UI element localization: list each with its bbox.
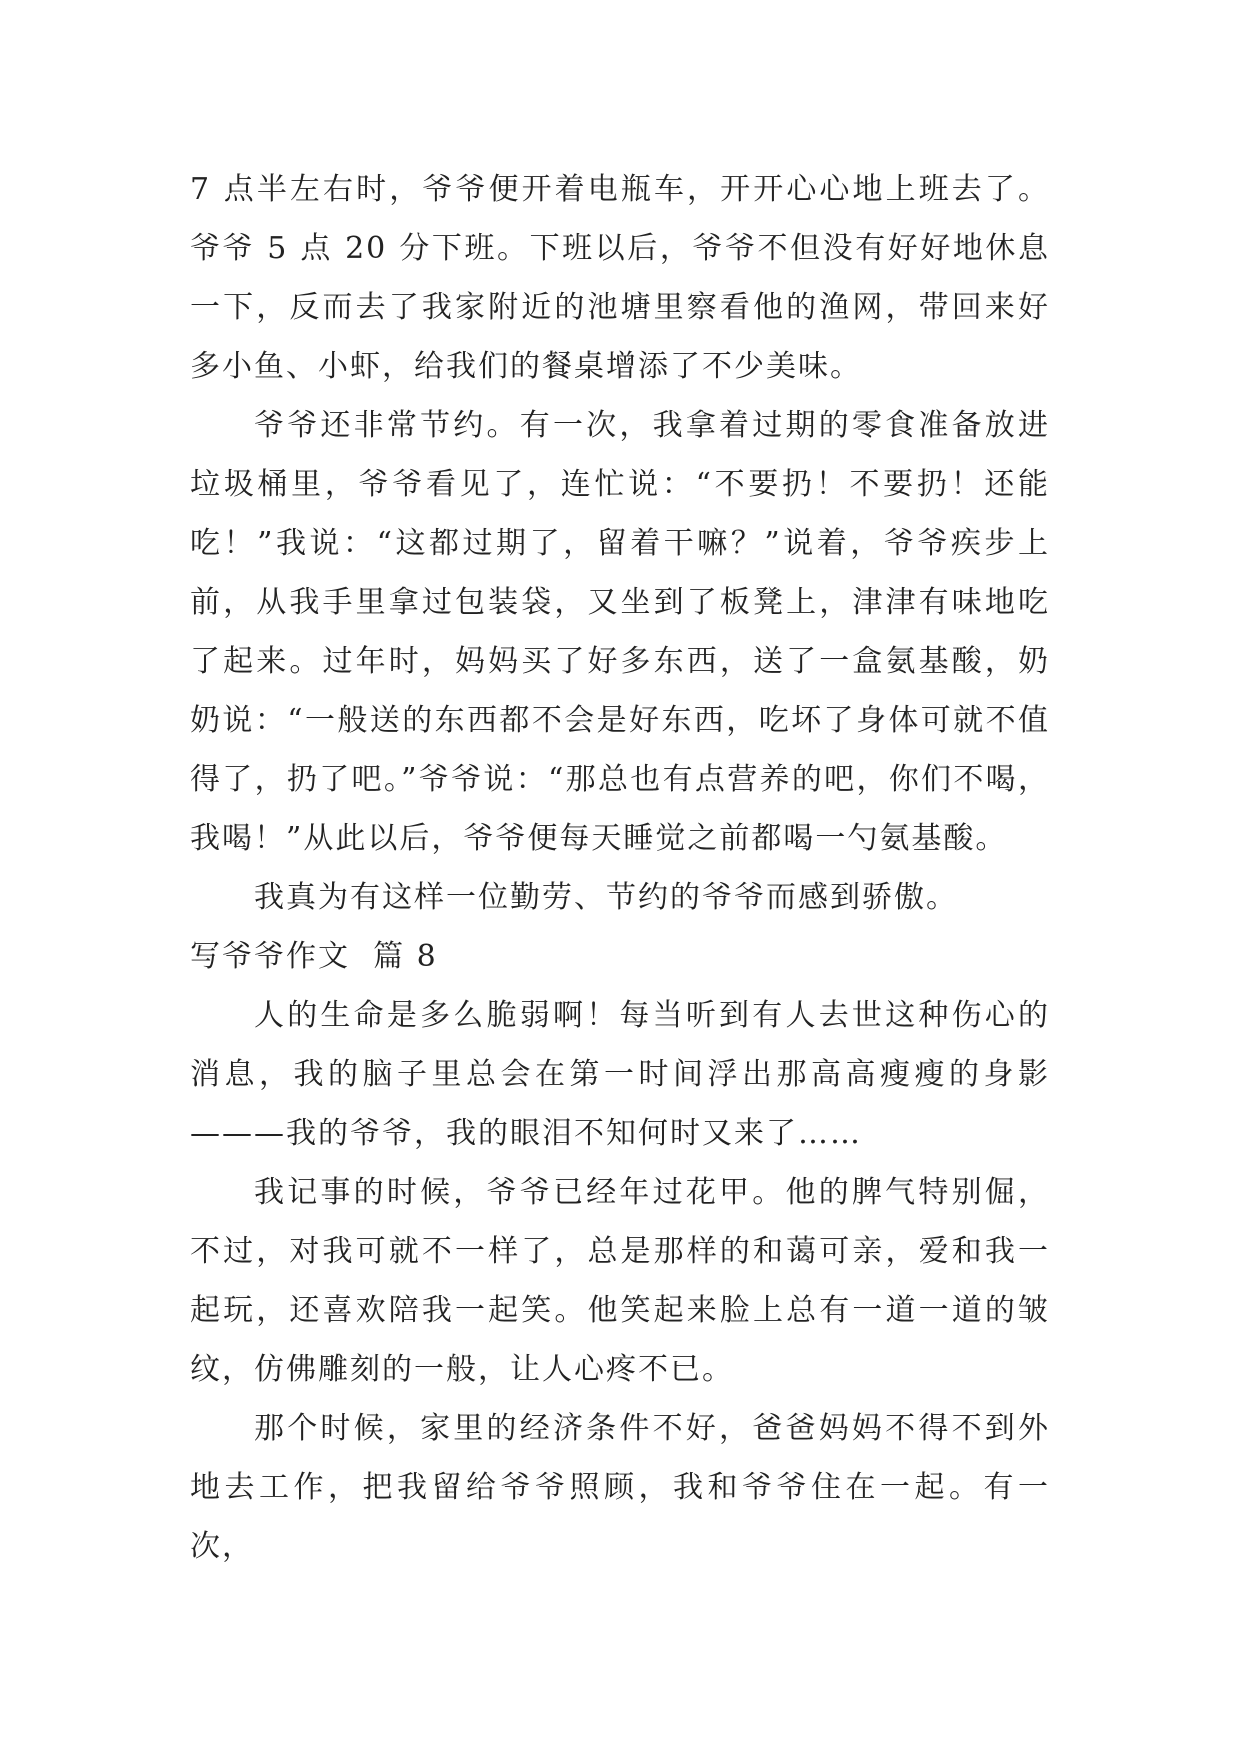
paragraph-4: 人的生命是多么脆弱啊！每当听到有人去世这种伤心的消息，我的脑子里总会在第一时间浮出那高高瘦瘦的身影———我的爷爷，我的眼泪不知何时又来了…… [190, 998, 1050, 1151]
document-body [190, 160, 1050, 1576]
paragraph-1: 7 点半左右时，爷爷便开着电瓶车，开开心心地上班去了。爷爷 5 点 20 分下班。下班以后，爷爷不但没有好好地休息一下，反而去了我家附近的池塘里察看他的渔网，带回来好多小鱼、小虾，给我们的餐桌增添了不少美味。 [190, 172, 1050, 384]
paragraph-5: 我记事的时候，爷爷已经年过花甲。他的脾气特别倔，不过，对我可就不一样了，总是那样的和蔼可亲，爱和我一起玩，还喜欢陪我一起笑。他笑起来脸上总有一道一道的皱纹，仿佛雕刻的一般，让人心疼不已。 [190, 1175, 1050, 1387]
paragraph-2: 爷爷还非常节约。有一次，我拿着过期的零食准备放进垃圾桶里，爷爷看见了，连忙说：“不要扔！不要扔！还能吃！”我说：“这都过期了，留着干嘛？”说着，爷爷疾步上前，从我手里拿过包装袋，又坐到了板凳上，津津有味地吃了起来。过年时，妈妈买了好多东西，送了一盒氨基酸，奶奶说：“一般送的东西都不会是好东西，吃坏了身体可就不值得了，扔了吧。”爷爷说：“那总也有点营养的吧，你们不喝，我喝！”从此以后，爷爷便每天睡觉之前都喝一勺氨基酸。 [190, 408, 1050, 856]
paragraph-6: 那个时候，家里的经济条件不好，爸爸妈妈不得不到外地去工作，把我留给爷爷照顾，我和爷爷住在一起。有一次， [190, 1411, 1050, 1564]
paragraph-3: 我真为有这样一位勤劳、节约的爷爷而感到骄傲。 [254, 880, 958, 915]
section-heading: 写爷爷作文 篇 8 [190, 939, 438, 974]
